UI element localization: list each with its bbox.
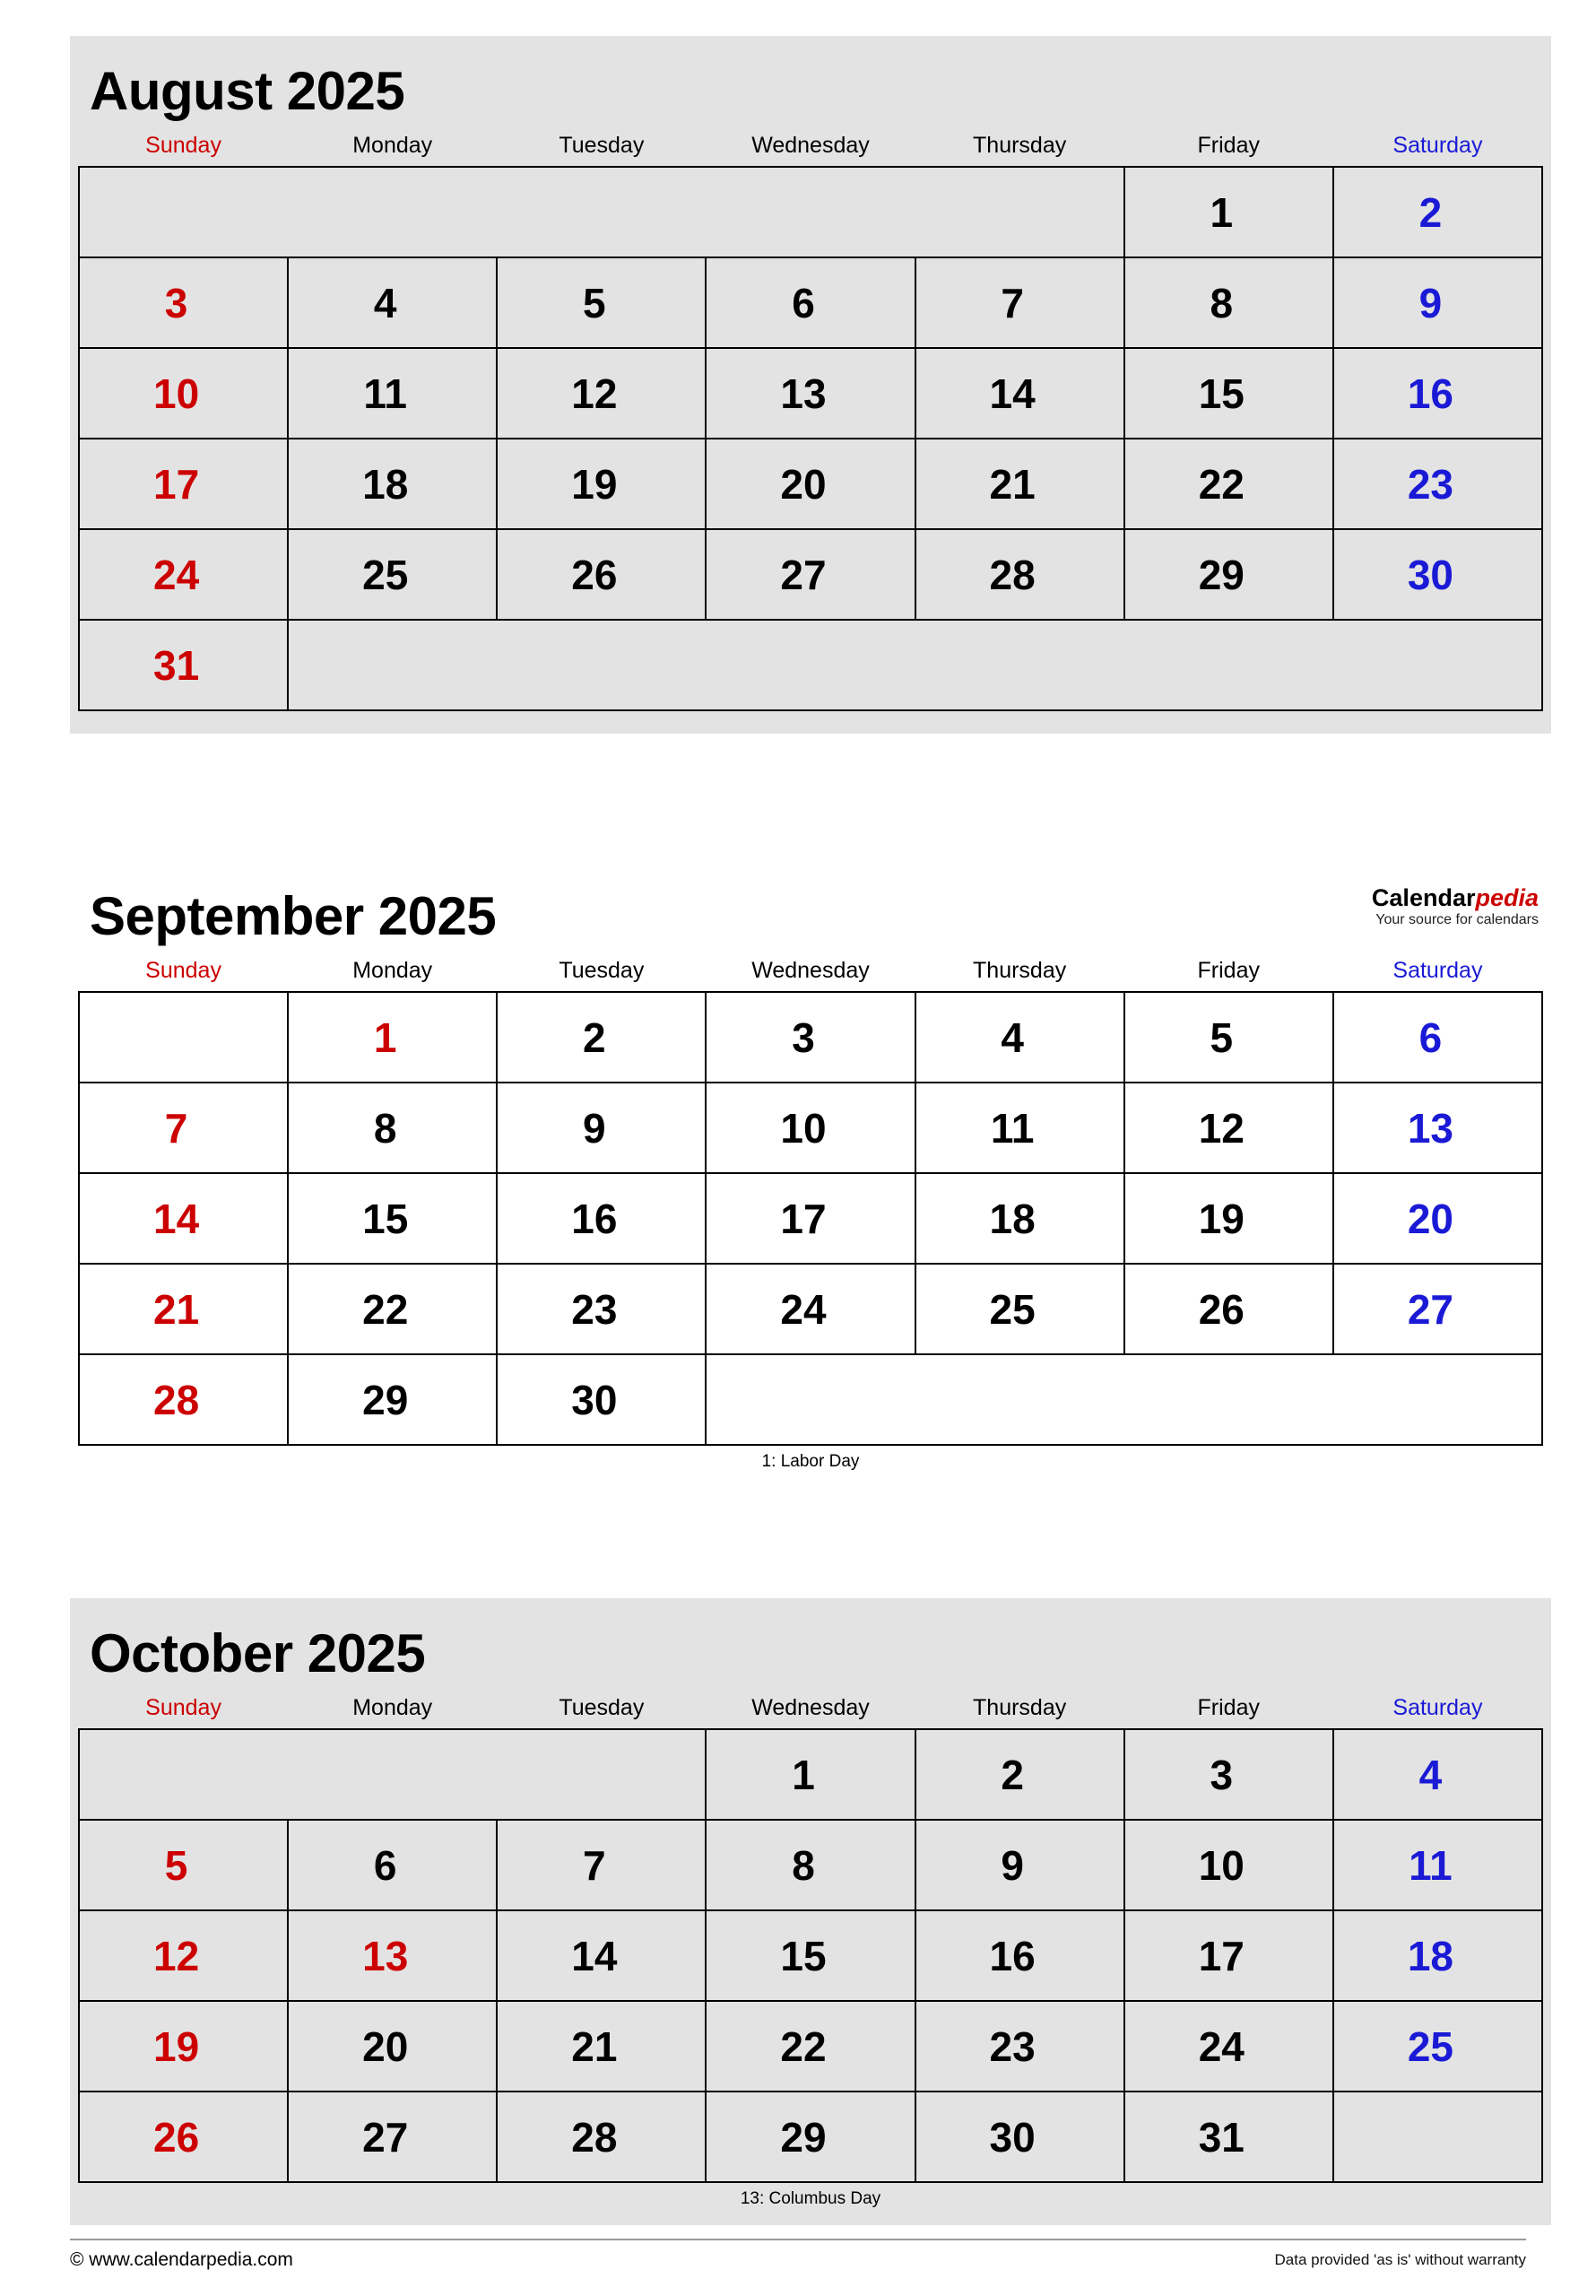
month-title-october: October 2025 [90,1623,426,1683]
calendar-body-august [79,167,1542,710]
calendar-week-row [79,529,1542,620]
calendar-day-cell[interactable]: 23 [1333,439,1542,529]
calendar-day-cell[interactable]: 8 [1124,257,1333,348]
calendar-day-cell[interactable]: 31 [79,620,288,710]
weekday-tuesday: Tuesday [559,1695,645,1720]
calendar-day-cell[interactable]: 26 [497,529,706,620]
calendar-week-row [79,1083,1542,1173]
weekday-friday: Friday [1197,1695,1260,1720]
calendar-day-cell[interactable]: 1 [288,992,497,1083]
calendar-day-cell[interactable]: 28 [497,2092,706,2182]
calendar-day-cell[interactable]: 20 [288,2001,497,2092]
calendar-day-cell[interactable]: 3 [1124,1729,1333,1820]
month-notes-august [70,711,1551,718]
calendar-day-cell[interactable]: 25 [288,529,497,620]
weekday-saturday: Saturday [1392,1695,1483,1720]
calendar-cell-empty [288,620,1542,710]
calendar-day-cell[interactable]: 24 [79,529,288,620]
calendar-day-cell[interactable]: 6 [1333,992,1542,1083]
weekday-sunday: Sunday [145,958,221,983]
calendar-week-row [79,439,1542,529]
calendar-day-cell[interactable]: 2 [915,1729,1124,1820]
calendar-day-cell[interactable]: 14 [497,1910,706,2001]
weekday-tuesday: Tuesday [559,958,645,983]
calendar-day-cell[interactable]: 12 [79,1910,288,2001]
calendar-day-cell[interactable]: 2 [1333,167,1542,257]
brand-name-accent: pedia [1475,884,1539,911]
calendar-day-cell[interactable]: 16 [497,1173,706,1264]
calendar-cell-empty [79,1729,706,1820]
month-notes-october: 13: Columbus Day [740,2189,881,2208]
calendar-day-cell[interactable]: 9 [497,1083,706,1173]
weekday-thursday: Thursday [973,133,1067,158]
calendar-day-cell[interactable]: 15 [706,1910,915,2001]
calendar-day-cell[interactable]: 3 [706,992,915,1083]
calendar-day-cell[interactable]: 3 [79,257,288,348]
weekday-wednesday: Wednesday [751,958,870,983]
calendar-week-row [79,2092,1542,2182]
footer-divider [70,2239,1526,2240]
calendar-table-october [78,1692,1543,2183]
weekday-saturday: Saturday [1392,958,1483,983]
calendar-table-september [78,954,1543,1446]
calendar-day-cell[interactable]: 10 [1124,1820,1333,1910]
calendar-day-cell[interactable]: 15 [288,1173,497,1264]
brand-name-main: Calendar [1371,884,1476,911]
calendar-week-row [79,348,1542,439]
calendar-week-row [79,1173,1542,1264]
calendar-day-cell[interactable]: 29 [706,2092,915,2182]
calendar-day-cell[interactable]: 9 [915,1820,1124,1910]
calendar-day-cell[interactable]: 7 [497,1820,706,1910]
month-notes-september: 1: Labor Day [761,1452,860,1471]
weekday-header-row [79,1692,1542,1729]
footer-disclaimer: Data provided 'as is' without warranty [1274,2251,1526,2268]
calendar-day-cell[interactable]: 20 [1333,1173,1542,1264]
calendar-day-cell[interactable]: 13 [1333,1083,1542,1173]
month-block-october [70,1598,1551,2225]
weekday-wednesday: Wednesday [751,133,870,158]
calendar-day-cell[interactable]: 27 [706,529,915,620]
calendar-day-cell[interactable]: 4 [288,257,497,348]
calendar-day-cell[interactable]: 10 [79,348,288,439]
calendar-day-cell[interactable]: 1 [706,1729,915,1820]
weekday-monday: Monday [352,958,433,983]
calendar-day-cell[interactable]: 21 [915,439,1124,529]
calendar-day-cell[interactable]: 13 [288,1910,497,2001]
calendar-day-cell[interactable]: 12 [497,348,706,439]
calendar-day-cell[interactable]: 11 [1333,1820,1542,1910]
calendar-week-row [79,992,1542,1083]
weekday-sunday: Sunday [145,133,221,158]
calendar-day-cell[interactable]: 6 [706,257,915,348]
calendar-day-cell[interactable]: 22 [288,1264,497,1354]
weekday-thursday: Thursday [973,1695,1067,1720]
calendar-week-row [79,257,1542,348]
calendar-day-cell[interactable]: 28 [915,529,1124,620]
calendar-day-cell[interactable]: 27 [1333,1264,1542,1354]
calendar-day-cell[interactable]: 17 [1124,1910,1333,2001]
calendar-day-cell[interactable]: 19 [497,439,706,529]
weekday-tuesday: Tuesday [559,133,645,158]
calendar-day-cell[interactable]: 20 [706,439,915,529]
calendar-day-cell[interactable]: 23 [915,2001,1124,2092]
page-footer [0,2239,1596,2271]
calendar-day-cell[interactable]: 19 [1124,1173,1333,1264]
calendar-day-cell[interactable]: 30 [915,2092,1124,2182]
calendar-day-cell[interactable]: 21 [497,2001,706,2092]
calendar-day-cell[interactable]: 2 [497,992,706,1083]
footer-copyright [70,2249,293,2271]
weekday-saturday: Saturday [1392,133,1483,158]
calendar-day-cell[interactable]: 29 [1124,529,1333,620]
calendar-day-cell[interactable]: 17 [79,439,288,529]
calendar-day-cell[interactable]: 30 [497,1354,706,1445]
calendar-day-cell[interactable]: 8 [706,1820,915,1910]
calendar-day-cell[interactable]: 18 [915,1173,1124,1264]
calendar-day-cell[interactable]: 25 [1333,2001,1542,2092]
calendar-day-cell[interactable]: 8 [288,1083,497,1173]
calendar-body-september [79,992,1542,1445]
calendar-week-row [79,1264,1542,1354]
calendar-day-cell[interactable]: 14 [915,348,1124,439]
month-title-august: August 2025 [90,61,405,121]
calendar-table-august [78,129,1543,711]
calendar-day-cell[interactable]: 12 [1124,1083,1333,1173]
calendar-cell-empty [1333,2092,1542,2182]
calendar-day-cell[interactable]: 11 [915,1083,1124,1173]
weekday-monday: Monday [352,1695,433,1720]
calendar-day-cell[interactable]: 19 [79,2001,288,2092]
calendar-week-row [79,1729,1542,1820]
calendar-day-cell[interactable]: 25 [915,1264,1124,1354]
calendar-day-cell[interactable]: 5 [1124,992,1333,1083]
calendar-day-cell[interactable]: 11 [288,348,497,439]
weekday-header-row [79,954,1542,992]
calendar-day-cell[interactable]: 18 [288,439,497,529]
calendar-day-cell[interactable]: 7 [915,257,1124,348]
calendar-day-cell[interactable]: 15 [1124,348,1333,439]
calendar-week-row [79,1354,1542,1445]
calendar-day-cell[interactable]: 22 [1124,439,1333,529]
brand-tagline: Your source for calendars [1375,912,1539,928]
calendar-day-cell[interactable]: 24 [706,1264,915,1354]
calendar-body-october [79,1729,1542,2182]
weekday-header-row [79,129,1542,167]
weekday-monday: Monday [352,133,433,158]
calendar-day-cell[interactable]: 5 [497,257,706,348]
calendar-day-cell[interactable]: 7 [79,1083,288,1173]
calendar-day-cell[interactable]: 23 [497,1264,706,1354]
calendar-day-cell[interactable]: 30 [1333,529,1542,620]
calendar-day-cell[interactable]: 27 [288,2092,497,2182]
calendar-day-cell[interactable]: 16 [915,1910,1124,2001]
calendar-day-cell[interactable]: 24 [1124,2001,1333,2092]
calendar-day-cell[interactable]: 9 [1333,257,1542,348]
calendar-day-cell[interactable]: 5 [79,1820,288,1910]
calendar-day-cell[interactable]: 28 [79,1354,288,1445]
calendar-day-cell[interactable]: 26 [1124,1264,1333,1354]
calendar-day-cell[interactable]: 17 [706,1173,915,1264]
calendar-cell-empty [79,992,288,1083]
calendar-week-row [79,2001,1542,2092]
calendar-cell-empty [79,167,1124,257]
calendar-day-cell[interactable]: 22 [706,2001,915,2092]
calendar-day-cell[interactable]: 10 [706,1083,915,1173]
calendar-day-cell[interactable]: 4 [915,992,1124,1083]
calendar-week-row [79,167,1542,257]
calendar-day-cell[interactable]: 31 [1124,2092,1333,2182]
calendar-day-cell[interactable]: 14 [79,1173,288,1264]
calendar-day-cell[interactable]: 18 [1333,1910,1542,2001]
calendar-day-cell[interactable]: 16 [1333,348,1542,439]
calendar-week-row [79,1910,1542,2001]
month-block-september [70,861,1551,1488]
weekday-thursday: Thursday [973,958,1067,983]
calendar-cell-empty [706,1354,1542,1445]
calendar-day-cell[interactable]: 29 [288,1354,497,1445]
brand-logo [1372,884,1539,928]
calendar-day-cell[interactable]: 6 [288,1820,497,1910]
calendarpedia-link[interactable]: © www.calendarpedia.com [70,2249,293,2270]
weekday-sunday: Sunday [145,1695,221,1720]
calendar-week-row [79,1820,1542,1910]
calendar-day-cell[interactable]: 4 [1333,1729,1542,1820]
calendar-day-cell[interactable]: 13 [706,348,915,439]
calendar-day-cell[interactable]: 21 [79,1264,288,1354]
weekday-friday: Friday [1197,958,1260,983]
weekday-wednesday: Wednesday [751,1695,870,1720]
month-block-august [70,36,1551,734]
calendar-day-cell[interactable]: 26 [79,2092,288,2182]
month-title-september: September 2025 [90,886,497,946]
calendar-week-row [79,620,1542,710]
calendar-day-cell[interactable]: 1 [1124,167,1333,257]
weekday-friday: Friday [1197,133,1260,158]
